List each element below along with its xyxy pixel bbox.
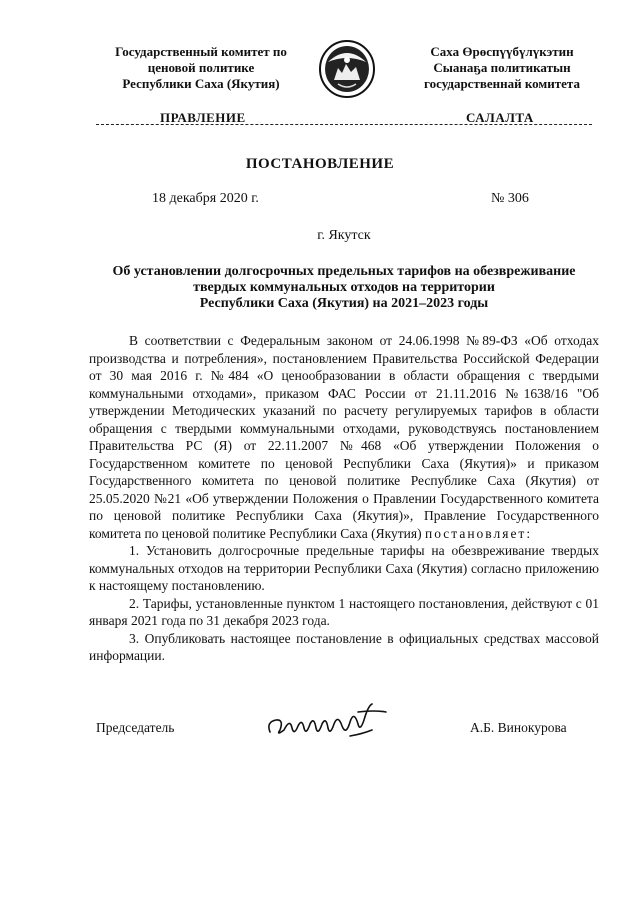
preamble-paragraph: [89, 332, 599, 542]
org-name-line: Сыанаҕа политикатын: [433, 60, 571, 75]
org-name-yakut: [396, 44, 608, 92]
republic-sakha-emblem-icon: [318, 40, 376, 98]
org-name-line: государственнай комитета: [424, 76, 580, 91]
unit-label-yakut: САЛАЛТА: [466, 110, 534, 125]
document-subject: [80, 264, 608, 312]
document-type: ПОСТАНОВЛЕНИЕ: [245, 156, 395, 172]
org-name-line: Республики Саха (Якутия): [122, 76, 280, 91]
document-city: г. Якутск: [317, 228, 371, 243]
signatory-position: Председатель: [96, 720, 175, 735]
handwritten-signature-icon: [262, 700, 392, 744]
document-number: № 306: [491, 191, 529, 206]
signatory-name: А.Б. Винокурова: [470, 720, 567, 735]
decree-word: постановляет:: [424, 525, 533, 541]
decree-item: 2. Тарифы, установленные пунктом 1 настоящего постановления, действуют с 01 января 2021 года по 31 декабря 2023 года.: [89, 595, 599, 628]
document-date: 18 декабря 2020 г.: [152, 191, 259, 206]
org-name-russian: [96, 44, 306, 92]
preamble-text: В соответствии с Федеральным законом от 24.06.1998 №89-ФЗ «Об отходах производства и потребления», постановлением Правительства Российской Федерации от 30 мая 2016 г. №484 «О ценообразовании в области обращения с твердыми коммунальными отходами», приказом ФАС России от 21.11.2016 №1638/16 "Об утверждении Методических указаний по расчету регулируемых тарифов в области обращения с твердыми коммунальными отходами, руководствуясь постановлением Правительства РС (Я) от 22.11.2007 №468 «Об утверждении Положения о Государственном комитете по ценовой Республики Саха (Якутия)» и приказом Государственного комитета по ценовой политике Республике Саха (Якутия) от 25.05.2020 №21 «Об утверждении Положения о Правлении Государственного комитета по ценовой политике Республики Саха (Якутия)», Правление Государственного комитета по ценовой политике Республики Саха (Якутия): [89, 333, 599, 541]
decree-item: 3. Опубликовать настоящее постановление в официальных средствах массовой информации.: [89, 630, 599, 663]
unit-label-russian: ПРАВЛЕНИЕ: [160, 110, 246, 125]
org-name-line: Саха Өрөспүүбүлүкэтин: [430, 44, 574, 59]
document-body: [89, 332, 599, 665]
header-divider: [96, 124, 592, 125]
org-name-line: ценовой политике: [147, 60, 255, 75]
subject-line: Об установлении долгосрочных предельных тарифов на обезвреживание: [112, 264, 576, 279]
org-name-line: Государственный комитет по: [115, 44, 287, 59]
subject-line: твердых коммунальных отходов на территории: [193, 280, 495, 295]
decree-item: 1. Установить долгосрочные предельные тарифы на обезвреживание твердых коммунальных отходов на территории Республики Саха (Якутия) согласно приложению к настоящему постановлению.: [89, 543, 599, 593]
subject-line: Республики Саха (Якутия) на 2021–2023 годы: [199, 296, 489, 311]
